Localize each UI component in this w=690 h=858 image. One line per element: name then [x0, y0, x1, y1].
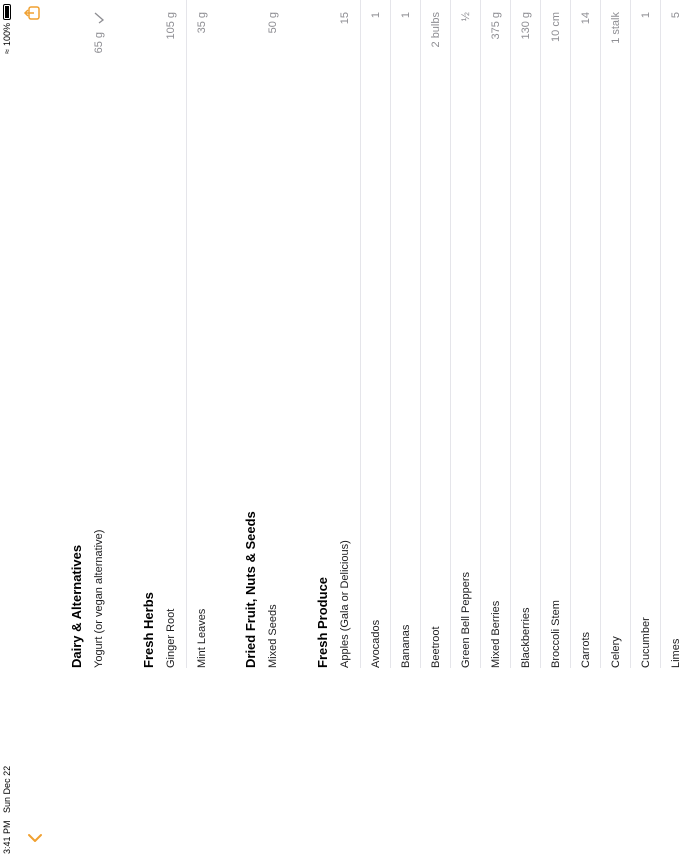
- item-name: Apples (Gala or Delicious): [339, 540, 351, 668]
- item-name: Cucumber: [639, 617, 652, 668]
- wifi-icon: ≈: [2, 49, 12, 54]
- item-name: Blackberries: [519, 607, 532, 668]
- item-amount: ½: [459, 12, 472, 22]
- list-item[interactable]: [258, 0, 288, 668]
- item-name: Celery: [609, 636, 622, 668]
- item-name: Mint Leaves: [195, 608, 208, 668]
- item-right: [430, 12, 442, 47]
- list-item[interactable]: [450, 0, 480, 668]
- section-title: Dried Fruit, Nuts & Seeds: [243, 511, 258, 668]
- section-title: Fresh Herbs: [141, 592, 156, 668]
- item-name: Beetroot: [429, 626, 442, 668]
- item-name: Limes: [669, 638, 682, 668]
- item-name: Yogurt (or vegan alternative): [93, 529, 105, 668]
- item-right: [267, 12, 279, 33]
- item-right: [339, 12, 351, 24]
- list-item[interactable]: [390, 0, 420, 668]
- item-amount: 10 cm: [549, 12, 562, 42]
- item-right: [400, 12, 412, 18]
- list-item[interactable]: [330, 0, 360, 668]
- item-amount: 35 g: [195, 12, 208, 34]
- item-right: [640, 12, 652, 18]
- list-item[interactable]: [186, 0, 216, 668]
- list-section: [128, 0, 216, 668]
- list-section: [56, 0, 114, 668]
- chevron-down-icon[interactable]: [26, 828, 44, 846]
- item-amount: 1: [369, 12, 382, 19]
- item-right: [196, 12, 208, 33]
- item-right: [580, 12, 592, 24]
- shopping-list: [56, 0, 690, 668]
- item-name: Bananas: [399, 624, 412, 668]
- list-section: [230, 0, 288, 668]
- item-right: [460, 12, 472, 21]
- list-item[interactable]: [510, 0, 540, 668]
- item-right: [165, 12, 177, 40]
- item-amount: 14: [579, 12, 592, 25]
- list-item[interactable]: [360, 0, 390, 668]
- item-right: [550, 12, 562, 42]
- checkmark-icon[interactable]: [94, 12, 104, 24]
- list-section: [302, 0, 690, 668]
- list-item[interactable]: [420, 0, 450, 668]
- section-title: Fresh Produce: [315, 576, 330, 668]
- item-right: [93, 12, 105, 53]
- item-right: [370, 12, 382, 18]
- section-title: Dairy & Alternatives: [69, 544, 84, 668]
- list-item[interactable]: [480, 0, 510, 668]
- item-name: Green Bell Peppers: [459, 572, 472, 668]
- item-name: Broccoli Stem: [549, 600, 562, 668]
- item-right: [490, 12, 502, 40]
- list-item[interactable]: [570, 0, 600, 668]
- list-item[interactable]: [630, 0, 660, 668]
- item-right: [610, 12, 622, 44]
- item-right: [520, 12, 532, 40]
- item-name: Ginger Root: [165, 608, 177, 668]
- item-amount: 5: [669, 12, 682, 19]
- list-item[interactable]: [84, 0, 114, 668]
- item-amount: 65 g: [93, 32, 105, 54]
- list-item[interactable]: [156, 0, 186, 668]
- item-name: Mixed Berries: [489, 600, 502, 668]
- item-amount: 15: [339, 12, 351, 25]
- item-amount: 2 bulbs: [429, 12, 442, 48]
- status-time: 3:41 PM Sun Dec 22: [2, 765, 12, 854]
- list-item[interactable]: [540, 0, 570, 668]
- item-name: Carrots: [579, 631, 592, 668]
- item-amount: 375 g: [489, 12, 502, 40]
- item-amount: 1: [639, 12, 652, 19]
- item-amount: 105 g: [165, 12, 177, 40]
- list-item[interactable]: [600, 0, 630, 668]
- item-amount: 50 g: [267, 12, 279, 34]
- battery-percent: 100%: [2, 23, 12, 47]
- status-indicators: [2, 4, 12, 54]
- share-icon[interactable]: [24, 4, 42, 22]
- item-name: Mixed Seeds: [267, 604, 279, 668]
- battery-icon: [3, 4, 11, 20]
- item-amount: 1 stalk: [609, 12, 622, 44]
- item-amount: 130 g: [519, 12, 532, 40]
- item-name: Avocados: [369, 619, 382, 668]
- list-item[interactable]: [660, 0, 690, 668]
- item-amount: 1: [399, 12, 412, 19]
- item-right: [670, 12, 682, 18]
